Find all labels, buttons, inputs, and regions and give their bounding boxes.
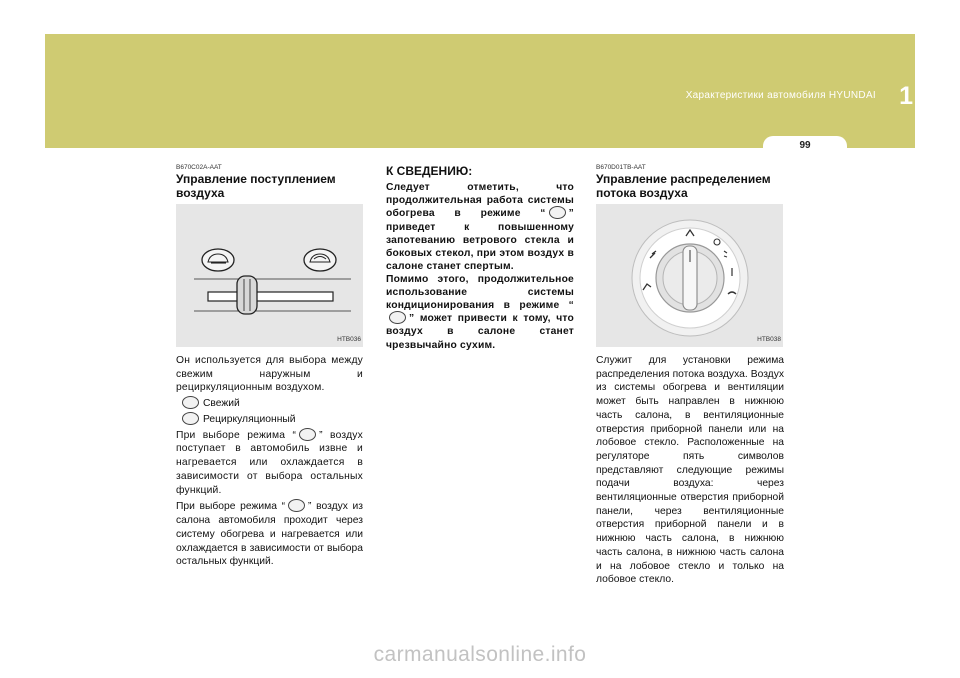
intro-text: Он используется для выбора между свежим наружным и рециркуляционным воздухом. (176, 355, 363, 394)
air-intake-slider-illustration (176, 204, 363, 347)
chapter-number: 1 (899, 82, 913, 110)
notice-title: К СВЕДЕНИЮ: (386, 164, 473, 178)
fresh-air-icon (299, 428, 316, 441)
left-column (176, 164, 363, 569)
recirculation-icon (389, 311, 406, 324)
page-number: 99 (799, 140, 811, 151)
list-item-label: Рециркуляционный (203, 413, 296, 425)
section-code: B670D01TB-AAT (596, 164, 646, 171)
figure-code: HTB036 (337, 336, 361, 343)
list-item-recirc (182, 413, 363, 427)
recirculation-icon (549, 206, 566, 219)
notice-text-1: Следует отметить, что продолжительная работа системы обогрева в режиме “ ” приведет к повышенному запотеванию ветрового стекла и боковых стекол, при этом воздух в салоне станет спертым. (386, 182, 574, 272)
recirculation-icon (182, 412, 199, 425)
notice-text-2: Помимо этого, продолжительное использование системы кондиционирования в режиме “” может привести к тому, что воздух в салоне станет чрезвычайно сухим. (386, 273, 574, 351)
right-column (596, 164, 784, 587)
list-item-fresh (182, 397, 363, 411)
middle-column (386, 164, 574, 352)
fresh-air-icon (182, 396, 199, 409)
airflow-mode-dial-illustration (596, 204, 783, 347)
list-item-label: Свежий (203, 398, 240, 410)
airflow-description: Служит для установки режима распределения потока воздуха. Воздух из системы обогрева и вентиляции может быть направлен в нижнюю часть салона, в вентиляционные отверстия приборной панели или на лобовое стекло. Расположенные на регуляторе пять символов представляют следующие режимы подачи воздуха: через вентиляционные отверстия приборной панели, через вентиляционные отверстия приборной панели и в нижнюю часть салона, в нижнюю часть салона, в нижнюю часть салона и на лобовое стекло и только на лобовое стекло. (596, 355, 784, 586)
airflow-mode-figure (596, 204, 783, 347)
air-intake-figure (176, 204, 363, 347)
section-title: Управление распределением потока воздуха (596, 172, 771, 200)
section-title: Управление поступлением воздуха (176, 172, 336, 200)
recirc-mode-text: При выборе режима “ ” воздух из салона автомобиля проходит через систему обогрева и нагревается или охлаждается в зависимости от выбора остальных функций. (176, 500, 363, 569)
section-code: B670C02A-AAT (176, 164, 222, 171)
recirculation-icon (288, 499, 305, 512)
fresh-mode-text: При выборе режима “ ” воздух поступает в автомобиль извне и нагревается или охлаждается в зависимости от выбора остальных функций. (176, 429, 363, 498)
figure-code: HTB038 (757, 336, 781, 343)
page-tab (763, 136, 847, 160)
header-title: Характеристики автомобиля HYUNDAI (685, 90, 876, 101)
watermark: carmanualsonline.info (373, 643, 587, 666)
